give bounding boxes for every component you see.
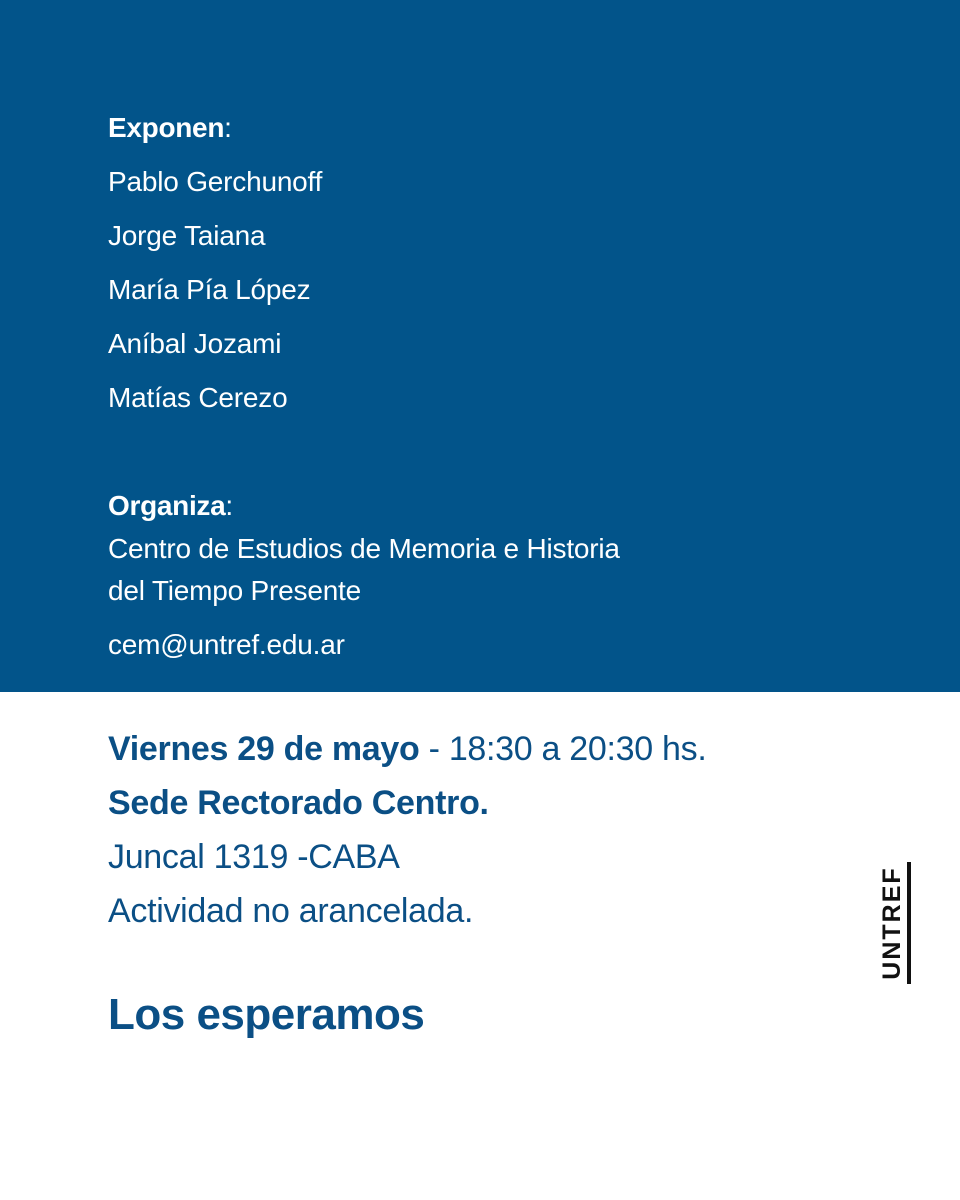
speaker-name: Aníbal Jozami [108,328,282,359]
event-address: Juncal 1319 -CABA [108,838,400,876]
speaker-name: Pablo Gerchunoff [108,166,323,197]
organizer-name-line2: del Tiempo Presente [108,575,362,606]
untref-logo-text: UNTREF [878,866,906,980]
organizer-name-line1: Centro de Estudios de Memoria e Historia [108,533,620,564]
organizer-heading [108,490,233,522]
event-time: - 18:30 a 20:30 hs. [419,730,707,768]
organizer-heading-colon: : [225,490,233,521]
event-datetime [108,730,707,769]
speakers-heading-colon: : [224,112,232,143]
speaker-name: Matías Cerezo [108,382,288,413]
organizer-heading-text: Organiza [108,490,226,521]
event-fee: Actividad no arancelada. [108,892,474,930]
untref-logo-bar [907,862,911,984]
event-venue: Sede Rectorado Centro. [108,784,489,822]
speaker-name: Jorge Taiana [108,220,266,251]
speakers-heading-text: Exponen [108,112,225,143]
speaker-name: María Pía López [108,274,311,305]
speakers-heading [108,112,232,144]
event-date: Viernes 29 de mayo [108,730,420,768]
untref-logo [873,862,911,984]
organizer-email[interactable]: cem@untref.edu.ar [108,629,345,660]
closing-message: Los esperamos [108,990,425,1039]
